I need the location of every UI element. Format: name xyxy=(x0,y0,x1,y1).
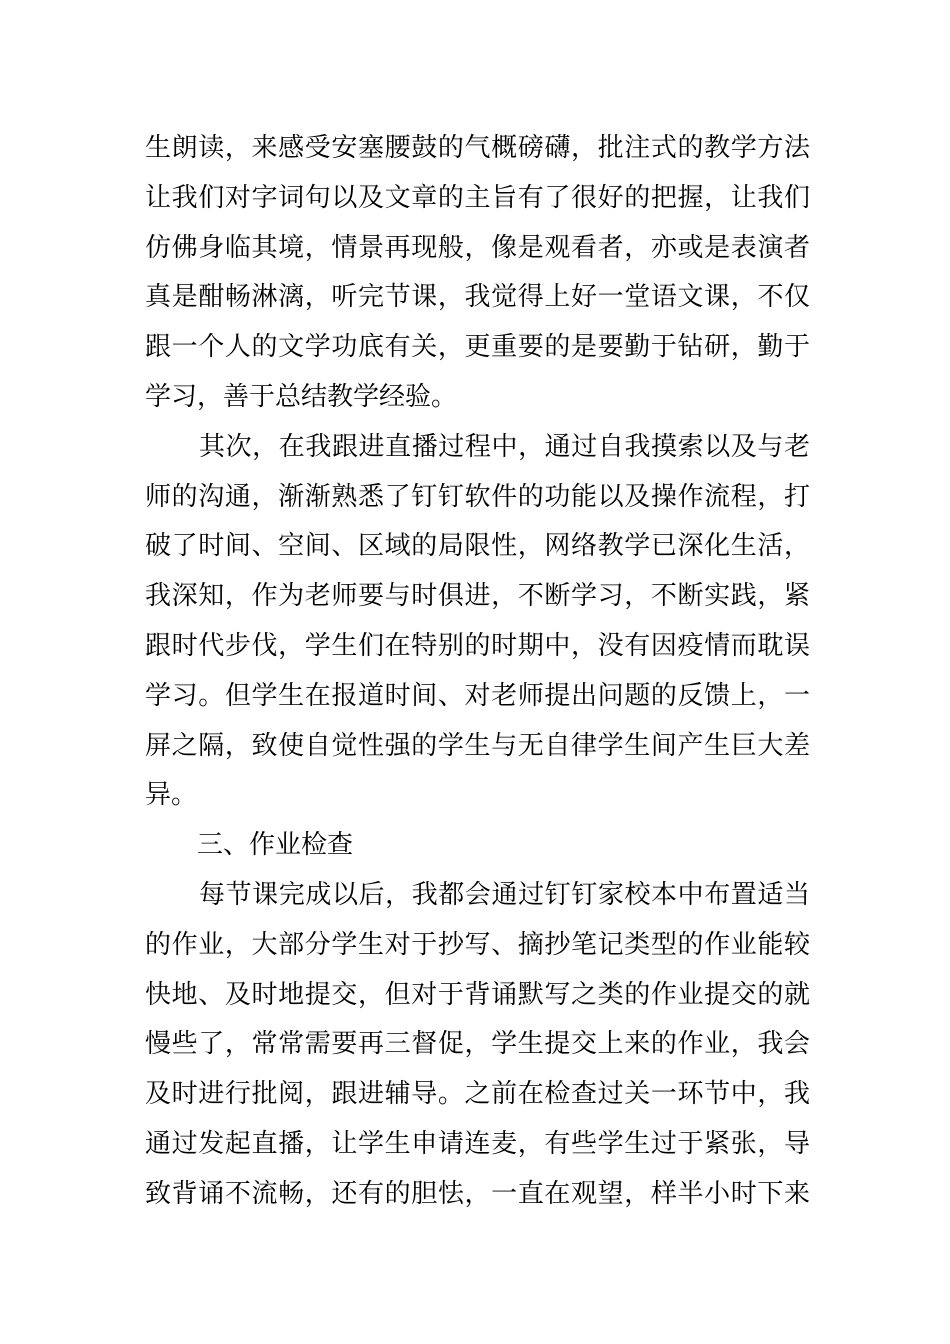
text-line: 致背诵不流畅，还有的胆怯，一直在观望，样半小时下来 xyxy=(145,1178,810,1209)
text-line: 我深知，作为老师要与时俱进，不断学习，不断实践，紧 xyxy=(145,581,810,612)
text-line: 的作业，大部分学生对于抄写、摘抄笔记类型的作业能较 xyxy=(145,929,810,960)
text-line: 通过发起直播，让学生申请连麦，有些学生过于紧张，导 xyxy=(145,1128,810,1159)
text-line: 破了时间、空间、区域的局限性，网络教学已深化生活， xyxy=(145,531,810,562)
text-line: 让我们对字词句以及文章的主旨有了很好的把握，让我们 xyxy=(145,182,810,213)
paragraph-first-line: 其次，在我跟进直播过程中，通过自我摸索以及与老 xyxy=(199,431,810,462)
text-line: 慢些了，常常需要再三督促，学生提交上来的作业，我会 xyxy=(145,1029,810,1060)
section-heading: 三、作业检查 xyxy=(197,830,354,861)
text-line: 仿佛身临其境，情景再现般，像是观看者，亦或是表演者 xyxy=(145,232,810,263)
text-line: 异。 xyxy=(145,780,198,811)
paragraph-first-line: 每节课完成以后，我都会通过钉钉家校本中布置适当 xyxy=(199,879,810,910)
text-line: 快地、及时地提交，但对于背诵默写之类的作业提交的就 xyxy=(145,979,810,1010)
body-text xyxy=(145,124,810,1220)
text-line: 及时进行批阅，跟进辅导。之前在检查过关一环节中，我 xyxy=(145,1079,810,1110)
text-line: 真是酣畅淋漓，听完节课，我觉得上好一堂语文课，不仅 xyxy=(145,282,810,313)
text-line: 生朗读，来感受安塞腰鼓的气概磅礴，批注式的教学方法 xyxy=(145,133,810,163)
text-line: 学习，善于总结教学经验。 xyxy=(145,381,458,412)
text-line: 跟时代步伐，学生们在特别的时期中，没有因疫情而耽误 xyxy=(145,630,810,661)
text-line: 跟一个人的文学功底有关，更重要的是要勤于钻研，勤于 xyxy=(145,332,810,363)
text-line: 学习。但学生在报道时间、对老师提出问题的反馈上，一 xyxy=(145,680,810,711)
text-line: 屏之隔，致使自觉性强的学生与无自律学生间产生巨大差 xyxy=(145,730,810,761)
text-line: 师的沟通，渐渐熟悉了钉钉软件的功能以及操作流程，打 xyxy=(145,481,810,512)
